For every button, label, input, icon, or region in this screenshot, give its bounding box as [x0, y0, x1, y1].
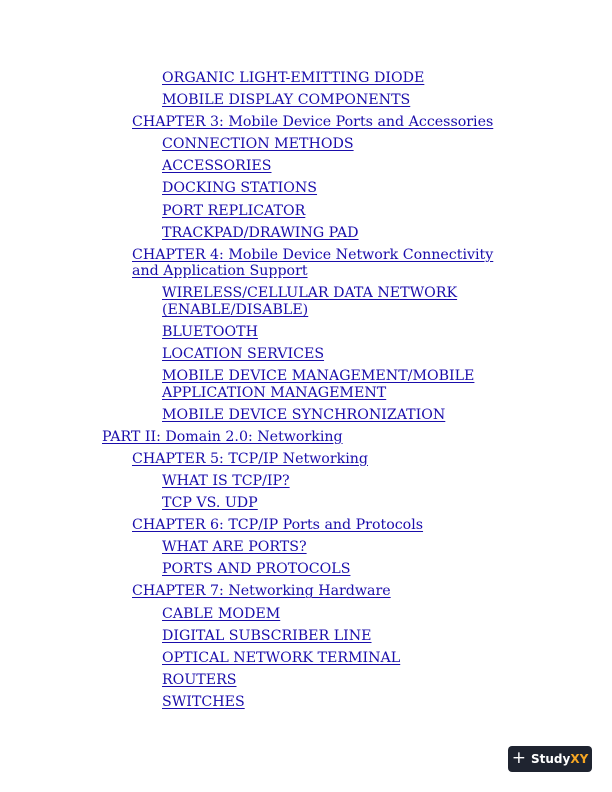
toc-link-chapter-4[interactable]: CHAPTER 4: Mobile Device Network Connectivity and Application Support	[132, 246, 494, 280]
toc-link-location-services[interactable]: LOCATION SERVICES	[162, 346, 325, 363]
toc-link-bluetooth[interactable]: BLUETOOTH	[162, 323, 258, 340]
toc-link-what-are-ports[interactable]: WHAT ARE PORTS?	[162, 539, 307, 556]
badge-text-main: Study	[530, 752, 571, 766]
badge-text-accent: XY	[570, 752, 589, 766]
toc-link-ports-and-protocols[interactable]: PORTS AND PROTOCOLS	[162, 561, 351, 578]
toc-link-chapter-7[interactable]: CHAPTER 7: Networking Hardware	[132, 583, 391, 600]
toc-link-connection-methods[interactable]: CONNECTION METHODS	[162, 136, 354, 153]
toc-link-mdm-mam[interactable]: MOBILE DEVICE MANAGEMENT/MOBILE APPLICATION MANAGEMENT	[162, 368, 475, 401]
toc-link-routers[interactable]: ROUTERS	[162, 671, 237, 688]
plus-icon: +	[511, 747, 526, 768]
toc-link-trackpad-drawing-pad[interactable]: TRACKPAD/DRAWING PAD	[162, 224, 359, 241]
toc-link-port-replicator[interactable]: PORT REPLICATOR	[162, 202, 306, 219]
studyxy-badge[interactable]	[508, 746, 592, 772]
toc-link-wireless-cellular-data-network[interactable]: WIRELESS/CELLULAR DATA NETWORK (ENABLE/DISABLE)	[162, 285, 458, 318]
toc-link-what-is-tcp-ip[interactable]: WHAT IS TCP/IP?	[162, 473, 290, 489]
toc-link-mobile-display-components[interactable]: MOBILE DISPLAY COMPONENTS	[162, 92, 411, 109]
toc-link-accessories[interactable]: ACCESSORIES	[162, 158, 272, 175]
toc-link-cable-modem[interactable]: CABLE MODEM	[162, 605, 281, 622]
toc-link-docking-stations[interactable]: DOCKING STATIONS	[162, 180, 318, 197]
table-of-contents	[0, 70, 612, 710]
toc-link-part-2[interactable]: PART II: Domain 2.0: Networking	[102, 428, 343, 445]
toc-link-chapter-6[interactable]: CHAPTER 6: TCP/IP Ports and Protocols	[132, 517, 424, 534]
badge-label	[531, 752, 588, 766]
toc-link-chapter-5[interactable]: CHAPTER 5: TCP/IP Networking	[132, 450, 368, 467]
toc-link-tcp-vs-udp[interactable]: TCP VS. UDP	[162, 495, 258, 512]
toc-link-optical-network-terminal[interactable]: OPTICAL NETWORK TERMINAL	[162, 649, 401, 666]
toc-link-digital-subscriber-line[interactable]: DIGITAL SUBSCRIBER LINE	[162, 627, 372, 644]
toc-link-mobile-device-synchronization[interactable]: MOBILE DEVICE SYNCHRONIZATION	[162, 406, 446, 423]
toc-link-switches[interactable]: SWITCHES	[162, 693, 245, 710]
toc-link-organic-light-emitting-diode[interactable]: ORGANIC LIGHT-EMITTING DIODE	[162, 70, 425, 86]
toc-link-chapter-3[interactable]: CHAPTER 3: Mobile Device Ports and Accessories	[132, 114, 494, 131]
